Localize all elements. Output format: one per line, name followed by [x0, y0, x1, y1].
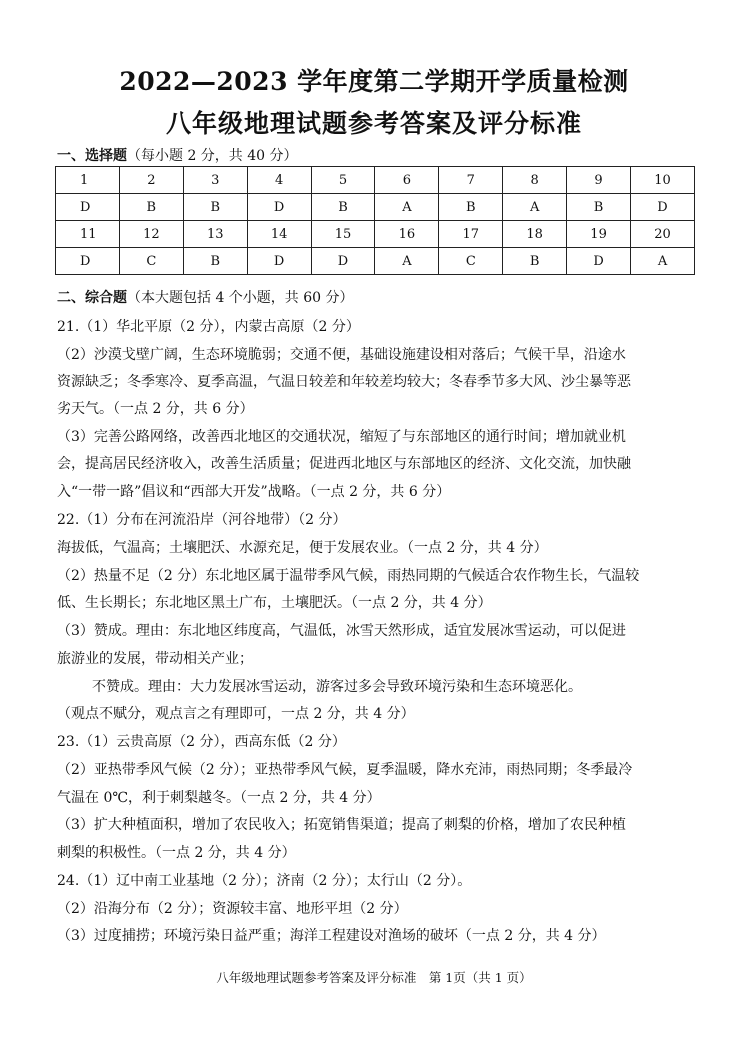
answer-line: （观点不赋分，观点言之有理即可，一点 2 分，共 4 分） — [57, 706, 415, 722]
answer-line: （2）热量不足（2 分）东北地区属于温带季风气候，雨热同期的气候适合农作物生长，气温较 — [57, 568, 640, 584]
answer-key-row — [56, 194, 695, 221]
question-number-cell: 15 — [311, 221, 375, 248]
answer-line: （2）亚热带季风气候（2 分）；亚热带季风气候，夏季温暖，降水充沛，雨热同期；冬季最冷 — [57, 762, 633, 778]
answer-line: 资源缺乏；冬季寒冷、夏季高温，气温日较差和年较差均较大；冬春季节多大风、沙尘暴等恶 — [57, 374, 631, 390]
answer-line: 23.（1）云贵高原（2 分），西高东低（2 分） — [57, 734, 346, 750]
answer-cell: B — [503, 248, 567, 275]
section-note: （每小题 2 分，共 40 分） — [127, 148, 298, 164]
section-heading-choice — [57, 145, 298, 165]
section-title: 二、综合题 — [57, 290, 127, 306]
answer-cell: A — [631, 248, 695, 275]
document-subtitle: 八年级地理试题参考答案及评分标准 — [165, 109, 582, 138]
answer-cell: B — [567, 194, 631, 221]
answer-cell: B — [183, 248, 247, 275]
question-number-cell: 16 — [375, 221, 439, 248]
answer-line: 24.（1）辽中南工业基地（2 分）；济南（2 分）；太行山（2 分）。 — [57, 873, 472, 889]
question-number-cell: 14 — [247, 221, 311, 248]
answer-cell: C — [439, 248, 503, 275]
answer-line: （3）扩大种植面积，增加了农民收入；拓宽销售渠道；提高了刺梨的价格，增加了农民种植 — [57, 817, 626, 833]
question-number-cell: 10 — [631, 167, 695, 194]
question-number-cell: 5 — [311, 167, 375, 194]
answer-line: （3）赞成。理由：东北地区纬度高，气温低，冰雪天然形成，适宜发展冰雪运动，可以促进 — [57, 623, 626, 639]
section-note: （本大题包括 4 个小题，共 60 分） — [127, 290, 354, 306]
answer-line: 21.（1）华北平原（2 分），内蒙古高原（2 分） — [57, 319, 360, 335]
answer-line: 旅游业的发展，带动相关产业； — [57, 651, 253, 667]
question-number-cell: 6 — [375, 167, 439, 194]
answer-cell: B — [183, 194, 247, 221]
answer-line: 低、生长期长；东北地区黑土广布，土壤肥沃。（一点 2 分，共 4 分） — [57, 595, 492, 611]
answer-line: （3）过度捕捞；环境污染日益严重；海洋工程建设对渔场的破坏（一点 2 分，共 4 分） — [57, 928, 606, 944]
section-title: 一、选择题 — [57, 148, 127, 164]
answer-line: 22.（1）分布在河流沿岸（河谷地带）（2 分） — [57, 512, 347, 528]
answer-cell: C — [119, 248, 183, 275]
answer-cell: B — [439, 194, 503, 221]
answer-table — [55, 166, 695, 275]
answer-cell: D — [56, 248, 120, 275]
answer-line: 气温在 0℃，利于刺梨越冬。（一点 2 分，共 4 分） — [57, 790, 381, 806]
answer-line: 入“一带一路”倡议和“西部大开发”战略。（一点 2 分，共 6 分） — [57, 484, 451, 500]
answer-cell: D — [247, 194, 311, 221]
question-number-cell: 20 — [631, 221, 695, 248]
question-number-cell: 3 — [183, 167, 247, 194]
question-number-cell: 13 — [183, 221, 247, 248]
answer-cell: B — [311, 194, 375, 221]
question-number-row — [56, 221, 695, 248]
document-title: 2022—2023 学年度第二学期开学质量检测 — [119, 67, 629, 96]
question-number-cell: 12 — [119, 221, 183, 248]
answer-line: 刺梨的积极性。（一点 2 分，共 4 分） — [57, 845, 296, 861]
answer-line: 会，提高居民经济收入，改善生活质量；促进西北地区与东部地区的经济、文化交流，加快融 — [57, 456, 631, 472]
question-number-cell: 19 — [567, 221, 631, 248]
question-number-cell: 2 — [119, 167, 183, 194]
question-number-cell: 7 — [439, 167, 503, 194]
question-number-cell: 9 — [567, 167, 631, 194]
answer-cell: D — [56, 194, 120, 221]
answer-line: 海拔低，气温高；土壤肥沃、水源充足，便于发展农业。（一点 2 分，共 4 分） — [57, 540, 548, 556]
question-number-cell: 4 — [247, 167, 311, 194]
question-number-cell: 1 — [56, 167, 120, 194]
answer-cell: D — [567, 248, 631, 275]
question-number-cell: 17 — [439, 221, 503, 248]
answer-cell: B — [119, 194, 183, 221]
section-heading-comprehensive — [57, 287, 354, 307]
page-footer: 八年级地理试题参考答案及评分标准 第 1页（共 1 页） — [216, 970, 532, 985]
answer-line: （2）沙漠戈壁广阔，生态环境脆弱；交通不便，基础设施建设相对落后；气候干旱，沿途水 — [57, 347, 626, 363]
answer-line: 不赞成。理由：大力发展冰雪运动，游客过多会导致环境污染和生态环境恶化。 — [92, 679, 582, 695]
answer-cell: A — [375, 194, 439, 221]
question-number-row — [56, 167, 695, 194]
question-number-cell: 11 — [56, 221, 120, 248]
question-number-cell: 18 — [503, 221, 567, 248]
answer-key-row — [56, 248, 695, 275]
answer-line: （2）沿海分布（2 分）；资源较丰富、地形平坦（2 分） — [57, 901, 408, 917]
answer-line: （3）完善公路网络，改善西北地区的交通状况，缩短了与东部地区的通行时间；增加就业机 — [57, 429, 626, 445]
question-number-cell: 8 — [503, 167, 567, 194]
answer-line: 劣天气。（一点 2 分，共 6 分） — [57, 401, 254, 417]
answer-cell: D — [247, 248, 311, 275]
answer-cell: D — [631, 194, 695, 221]
answer-cell: D — [311, 248, 375, 275]
answer-cell: A — [375, 248, 439, 275]
answer-cell: A — [503, 194, 567, 221]
